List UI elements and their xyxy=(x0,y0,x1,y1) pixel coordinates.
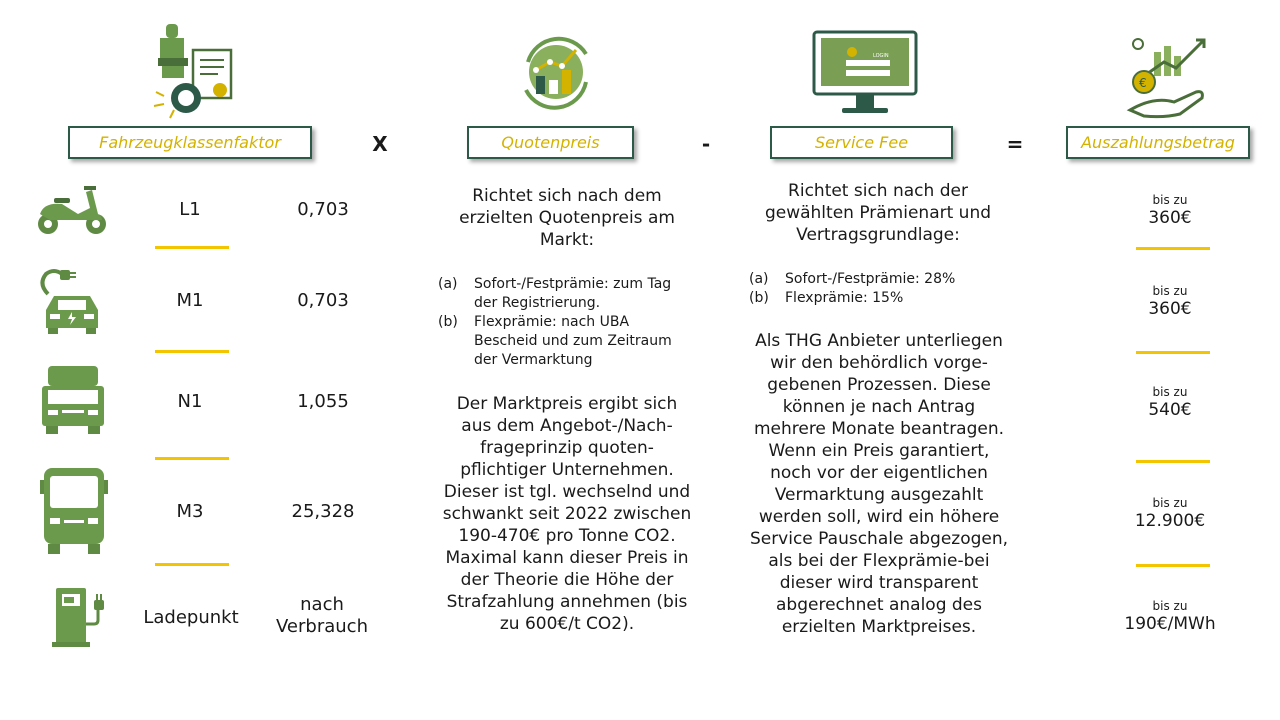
fee-intro-line: Vertragsgrundlage: xyxy=(796,225,960,245)
fee-intro-line: Richtet sich nach der xyxy=(788,181,968,201)
minus-operator: - xyxy=(701,132,711,156)
row-divider xyxy=(155,350,229,353)
svg-text:€: € xyxy=(1139,76,1147,90)
row-divider xyxy=(1136,460,1210,463)
header-fahrzeugklassenfaktor xyxy=(68,126,312,159)
payout-m3: 12.900€ xyxy=(1134,511,1206,531)
factor-m3: 25,328 xyxy=(291,501,355,522)
list-item xyxy=(438,275,708,313)
header-quotenpreis xyxy=(467,126,634,159)
fee-body-line: gebenen Prozessen. Diese xyxy=(767,375,991,395)
monitor-login-icon xyxy=(812,30,918,120)
price-body-line: zu 600€/t CO2). xyxy=(499,614,635,634)
factor-l1: 0,703 xyxy=(297,199,349,220)
list-item-label: (b) xyxy=(749,290,769,306)
fee-intro-line: gewählten Prämienart und xyxy=(764,203,992,223)
quote-chart-icon xyxy=(508,32,604,112)
fee-intro xyxy=(743,180,1013,246)
list-item-label: (a) xyxy=(749,271,769,287)
vehicle-class-m1: M1 xyxy=(176,290,204,311)
payout-prefix: bis zu xyxy=(1152,599,1188,613)
price-body-line: der Theorie die Höhe der xyxy=(460,570,674,590)
payout-ladepunkt: 190€/MWh xyxy=(1124,614,1216,634)
list-item xyxy=(438,313,708,370)
vehicle-class-m3: M3 xyxy=(176,501,204,522)
list-item-label: (a) xyxy=(438,276,458,292)
multiply-operator: X xyxy=(372,132,388,156)
header-price-label: Quotenpreis xyxy=(501,133,600,152)
price-options-list xyxy=(438,275,708,370)
list-item-text: Flexprämie: 15% xyxy=(785,290,904,306)
price-body xyxy=(432,393,702,635)
row-divider xyxy=(155,457,229,460)
fee-body-line: werden soll, wird ein höhere xyxy=(758,507,1000,527)
price-intro xyxy=(432,185,702,251)
fee-options-list xyxy=(749,270,1009,308)
fee-body-line: Wenn ein Preis garantiert, xyxy=(768,441,990,461)
list-item-text: Bescheid und zum Zeitraum xyxy=(474,333,672,349)
list-item-label: (b) xyxy=(438,314,458,330)
payout-n1: 540€ xyxy=(1148,400,1192,420)
price-body-line: frageprinzip quoten- xyxy=(480,438,654,458)
price-body-line: Maximal kann dieser Preis in xyxy=(445,548,689,568)
fee-body-line: noch vor der eigentlichen xyxy=(770,463,988,483)
factor-ladepunkt xyxy=(262,594,382,638)
header-auszahlungsbetrag xyxy=(1066,126,1250,159)
vehicle-class-ladepunkt: Ladepunkt xyxy=(143,607,239,628)
login-label: LOGIN xyxy=(873,53,889,59)
factor-n1: 1,055 xyxy=(297,391,349,412)
electric-car-icon xyxy=(36,266,108,336)
payout-l1: 360€ xyxy=(1148,208,1192,228)
stamp-certificate-icon xyxy=(148,20,238,125)
factor-ladepunkt-line1: nach xyxy=(300,594,344,615)
row-divider xyxy=(155,563,229,566)
header-payout-label: Auszahlungsbetrag xyxy=(1081,133,1235,152)
price-body-line: Der Marktpreis ergibt sich xyxy=(456,394,678,414)
list-item-text: Flexprämie: nach UBA xyxy=(474,314,630,330)
fee-body-line: abgerechnet analog des xyxy=(776,595,982,615)
fee-body-line: Service Pauschale abgezogen, xyxy=(749,529,1009,549)
payout-prefix: bis zu xyxy=(1152,284,1188,298)
header-factor-label: Fahrzeugklassenfaktor xyxy=(99,133,281,152)
fee-body-line: Als THG Anbieter unterliegen xyxy=(755,331,1003,351)
price-intro-line: erzielten Quotenpreis am xyxy=(459,208,675,228)
factor-ladepunkt-line2: Verbrauch xyxy=(276,616,368,637)
fee-body-line: Vermarktung ausgezahlt xyxy=(774,485,984,505)
row-divider xyxy=(1136,351,1210,354)
price-body-line: pflichtiger Unternehmen. xyxy=(460,460,674,480)
fee-body-line: wir den behördlich vorge- xyxy=(770,353,988,373)
header-service-fee xyxy=(770,126,953,159)
fee-body-line: können je nach Antrag xyxy=(782,397,976,417)
bus-icon xyxy=(40,466,108,556)
vehicle-class-n1: N1 xyxy=(177,391,203,412)
payout-prefix: bis zu xyxy=(1152,193,1188,207)
price-body-line: schwankt seit 2022 zwischen xyxy=(442,504,692,524)
list-item-text: Sofort-/Festprämie: 28% xyxy=(785,271,956,287)
price-body-line: Dieser ist tgl. wechselnd und xyxy=(443,482,691,502)
row-divider xyxy=(155,246,229,249)
list-item-text: der Vermarktung xyxy=(474,352,593,368)
money-growth-icon xyxy=(1124,32,1214,122)
payout-prefix: bis zu xyxy=(1152,385,1188,399)
price-body-line: 190-470€ pro Tonne CO2. xyxy=(458,526,676,546)
fee-body-line: dieser wird transparent xyxy=(779,573,979,593)
fee-body-line: als bei der Flexprämie-bei xyxy=(768,551,990,571)
price-intro-line: Richtet sich nach dem xyxy=(472,186,662,206)
charging-station-icon xyxy=(52,584,112,648)
payout-prefix: bis zu xyxy=(1152,496,1188,510)
fee-body-line: erzielten Marktpreises. xyxy=(781,617,977,637)
row-divider xyxy=(1136,564,1210,567)
list-item xyxy=(749,289,1009,308)
equals-operator: = xyxy=(1006,132,1024,156)
list-item xyxy=(749,270,1009,289)
fee-body xyxy=(738,330,1020,638)
vehicle-class-l1: L1 xyxy=(179,199,201,220)
scooter-icon xyxy=(36,184,108,236)
list-item-text: der Registrierung. xyxy=(474,295,601,311)
payout-m1: 360€ xyxy=(1148,299,1192,319)
list-item-text: Sofort-/Festprämie: zum Tag xyxy=(474,276,672,292)
van-icon xyxy=(40,364,106,436)
factor-m1: 0,703 xyxy=(297,290,349,311)
row-divider xyxy=(1136,247,1210,250)
price-body-line: Strafzahlung annehmen (bis xyxy=(446,592,688,612)
price-body-line: aus dem Angebot-/Nach- xyxy=(461,416,673,436)
price-intro-line: Markt: xyxy=(539,230,595,250)
header-fee-label: Service Fee xyxy=(814,133,909,152)
fee-body-line: mehrere Monate beantragen. xyxy=(753,419,1005,439)
